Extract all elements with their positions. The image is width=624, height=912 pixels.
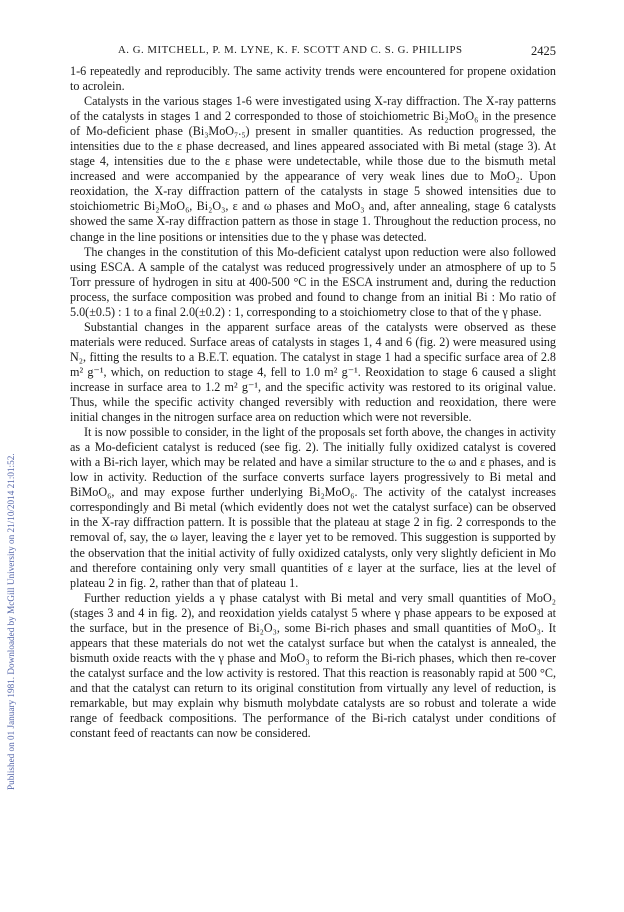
download-watermark: Published on 01 January 1981. Downloaded by McGill University on 21/10/2014 21:01:52. (6, 453, 16, 790)
paragraph-esca: The changes in the constitution of this Mo-deficient catalyst upon reduction were also followed using ESCA. A sample of the catalyst was reduced progressively under an atmosphere of up to 5 Torr pressure of hydrogen in situ at 400-500 °C in the ESCA instrument and, during the reduction process, the surface composition was probed and found to change from an initial Bi : Mo ratio of 5.0(±0.5) : 1 to a final 2.0(±0.2) : 1, corresponding to a stoichiometry close to that of the γ phase. (70, 244, 556, 319)
paragraph-continuation: 1-6 repeatedly and reproducibly. The same activity trends were encountered for propene oxidation to acrolein. (70, 64, 556, 94)
running-header-authors: A. G. MITCHELL, P. M. LYNE, K. F. SCOTT AND C. S. G. PHILLIPS (118, 44, 463, 56)
running-header (70, 44, 556, 60)
paragraph-xray-diffraction: Catalysts in the various stages 1-6 were investigated using X-ray diffraction. The X-ray patterns of the catalysts in stages 1 and 2 corresponded to those of stoichiometric Bi₂MoO₆ in the presence of Mo-deficient phase (Bi₃MoO₇.₅) present in smaller quantities. As reduction progressed, the intensities due to the ε phase decreased, and lines appeared associated with Bi metal (stage 3). At stage 4, intensities due to the ε phase were undetectable, while those due to the bismuth metal increased and were accompanied by the appearance of very weak lines due to MoO₂. Upon reoxidation, the X-ray diffraction pattern of the catalysts in stage 5 showed intensities due to stoichiometric Bi₂MoO₆, Bi₂O₃, ε and ω phases and MoO₃ and, after annealing, stage 6 catalysts showed the same X-ray diffraction pattern as those in stage 1. Throughout the reduction process, no change in the line positions or intensities due to the γ phase was detected. (70, 94, 556, 244)
page-number: 2425 (531, 44, 556, 58)
article-body (70, 64, 556, 741)
paragraph-surface-areas: Substantial changes in the apparent surface areas of the catalysts were observed as these materials were reduced. Surface areas of catalysts in stages 1, 4 and 6 (fig. 2) were measured using N₂, fitting the results to a B.E.T. equation. The catalyst in stage 1 had a specific surface area of 2.8 m² g⁻¹, which, on reduction to stage 4, fell to 1.0 m² g⁻¹. Reoxidation to stage 6 caused a slight increase in surface area to 1.2 m² g⁻¹, and the specific activity was restored to its original value. Thus, while the specific activity changed reversibly with reduction and reoxidation, there were initial changes in the nitrogen surface area on reduction which were not reversible. (70, 319, 556, 425)
paragraph-activity-changes: It is now possible to consider, in the light of the proposals set forth above, the changes in activity as a Mo-deficient catalyst is reduced (see fig. 2). The initially fully oxidized catalyst is covered with a Bi-rich layer, which may be related and have a similar structure to the ω and ε phases, and is low in activity. Reduction of the surface converts surface layers progressively to Bi metal and BiMoO₆, and may expose further underlying Bi₂MoO₆. The activity of the catalyst increases correspondingly and Bi metal (which evidently does not wet the catalyst surface) can be observed in the X-ray diffraction pattern. It is possible that the plateau at stage 2 in fig. 2 corresponds to the removal of, say, the ω layer, leaving the ε layer yet to be removed. This suggestion is supported by the observation that the initial activity of fully oxidized catalysts, only very slightly deficient in Mo and therefore containing only very small quantities of ε layer at the surface, lies at the level of plateau 2 in fig. 2, rather than that of plateau 1. (70, 425, 556, 590)
paragraph-further-reduction: Further reduction yields a γ phase catalyst with Bi metal and very small quantities of MoO₂ (stages 3 and 4 in fig. 2), and reoxidation yields catalyst 5 where γ phase appears to be exposed at the surface, but in the presence of Bi₂O₃, some Bi-rich phases and small quantities of MoO₃. It appears that these materials do not wet the catalyst surface but when the catalyst is annealed, the bismuth oxide reacts with the γ phase and MoO₃ to reform the Bi-rich phases, which then re-cover the catalyst surface and the low activity is restored. That this reaction is reasonably rapid at 500 °C, and that the catalyst can return to its original constitution from virtually any level of reduction, is remarkable, but may explain why bismuth molybdate catalysts are so robust and tolerate a wide range of feedback compositions. The performance of the Bi-rich catalyst under conditions of constant feed of reactants can now be considered. (70, 590, 556, 741)
